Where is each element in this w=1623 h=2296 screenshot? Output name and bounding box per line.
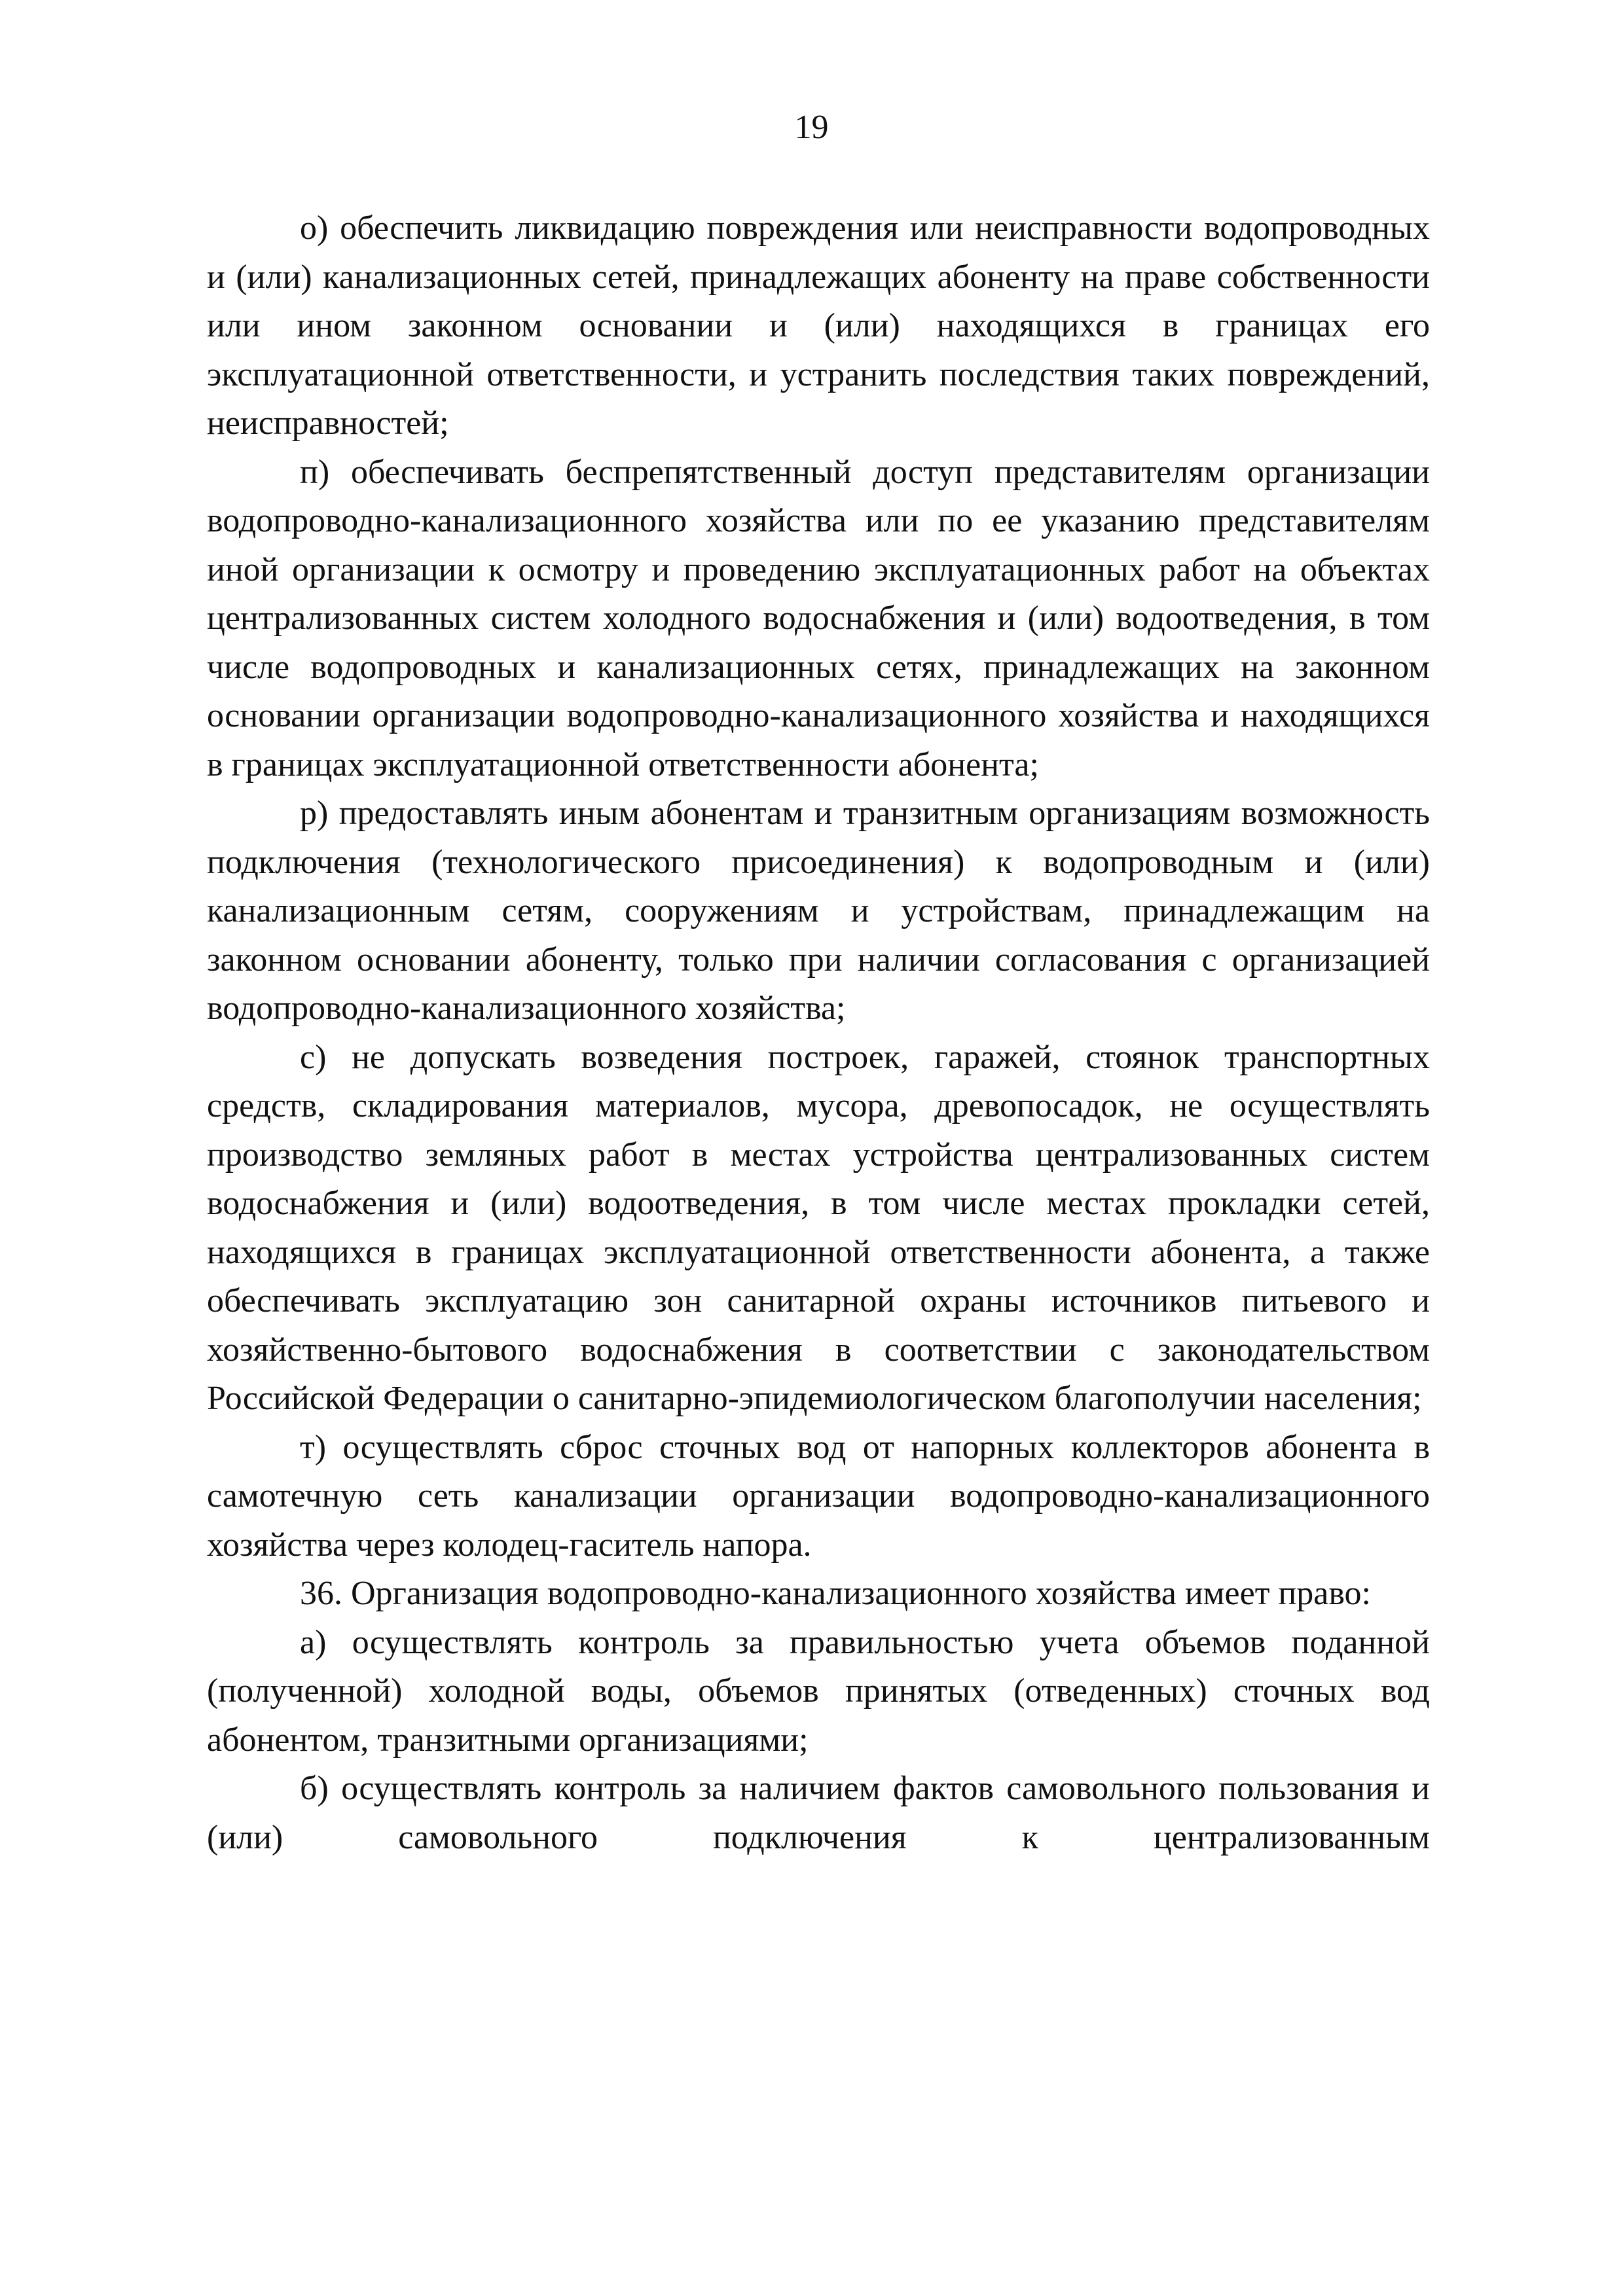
paragraph-item-b: б) осуществлять контроль за наличием фактов самовольного пользования и (или) самовольного подключения к централизованным [207, 1770, 1430, 1856]
paragraph-item-p: п) обеспечивать беспрепятственный доступ представителям организации водопроводно-канализационного хозяйства или по ее указанию представителям иной организации к осмотру и проведению эксплуатационных работ на объектах централизованных систем холодного водоснабжения и (или) водоотведения, в том числе водопроводных и канализационных сетях, принадлежащих на законном основании организации водопроводно-канализационного хозяйства и находящихся в границах эксплуатационной ответственности абонента; [207, 453, 1430, 783]
paragraph-item-o: о) обеспечить ликвидацию повреждения или неисправности водопроводных и (или) канализационных сетей, принадлежащих абоненту на праве собственности или ином законном основании и (или) находящихся в границах его эксплуатационной ответственности, и устранить последствия таких повреждений, неисправностей; [207, 209, 1430, 442]
paragraph-clause-36: 36. Организация водопроводно-канализационного хозяйства имеет право: [300, 1575, 1371, 1612]
paragraph-item-a: а) осуществлять контроль за правильностью учета объемов поданной (полученной) холодной воды, объемов принятых (отведенных) сточных вод абонентом, транзитными организациями; [207, 1623, 1430, 1759]
paragraph-item-t: т) осуществлять сброс сточных вод от напорных коллекторов абонента в самотечную сеть канализации организации водопроводно-канализационного хозяйства через колодец-гаситель напора. [207, 1428, 1430, 1564]
paragraph-item-s: с) не допускать возведения построек, гаражей, стоянок транспортных средств, складирования материалов, мусора, древопосадок, не осуществлять производство земляных работ в местах устройства централизованных систем водоснабжения и (или) водоотведения, в том числе местах прокладки сетей, находящихся в границах эксплуатационной ответственности абонента, а также обеспечивать эксплуатацию зон санитарной охраны источников питьевого и хозяйственно-бытового водоснабжения в соответствии с законодательством Российской Федерации о санитарно-эпидемиологическом благополучии населения; [207, 1038, 1430, 1417]
document-body [207, 204, 1430, 1862]
paragraph-item-r: р) предоставлять иным абонентам и транзитным организациям возможность подключения (технологического присоединения) к водопроводным и (или) канализационным сетям, сооружениям и устройствам, принадлежащим на законном основании абоненту, только при наличии согласования с организацией водопроводно-канализационного хозяйства; [207, 795, 1430, 1027]
page-number: 19 [794, 109, 829, 146]
